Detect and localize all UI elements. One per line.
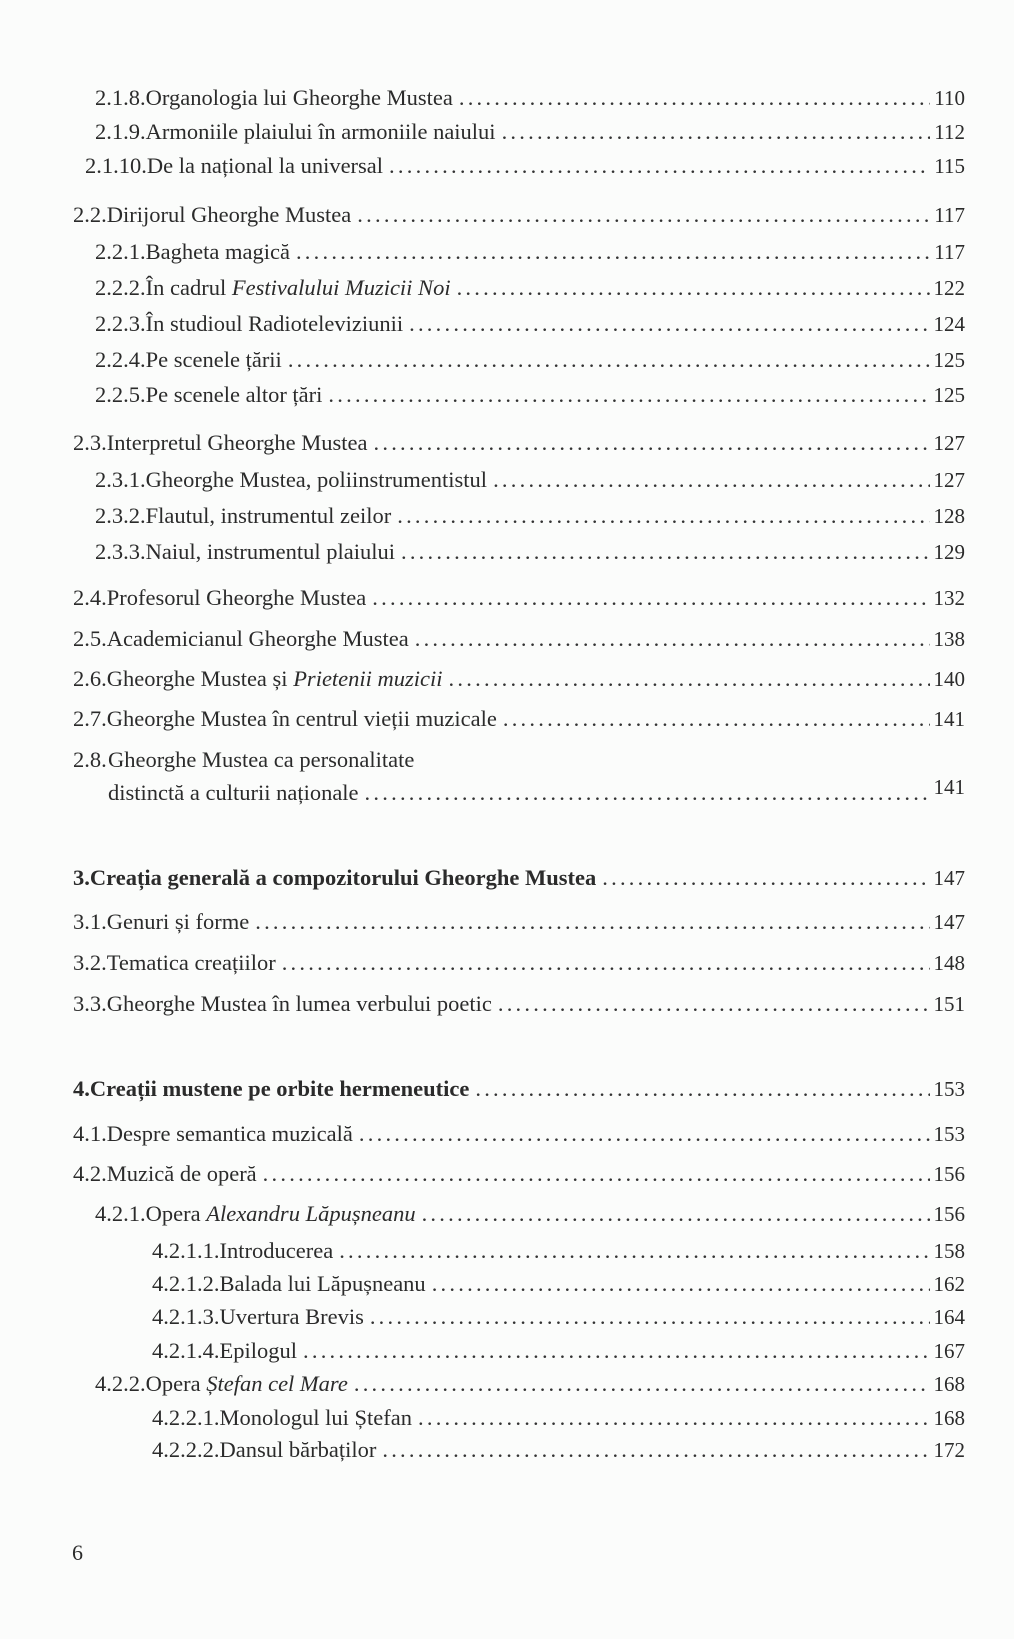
dot-leader xyxy=(457,274,930,302)
entry-page: 147 xyxy=(933,866,965,890)
entry-number: 2.3.2. xyxy=(95,503,146,528)
entry-title: Gheorghe Mustea în centrul vieții muzicale xyxy=(106,706,497,731)
entry-page: 168 xyxy=(933,1372,965,1396)
dot-leader xyxy=(459,84,930,112)
entry-title: Pe scenele altor țări xyxy=(145,382,323,407)
toc-entry xyxy=(73,746,965,774)
entry-number: 4.2. xyxy=(73,1161,107,1186)
toc-entry[interactable] xyxy=(73,949,965,977)
entry-page: 138 xyxy=(933,627,965,651)
entry-title: Creația generală a compozitorului Gheorghe Mustea xyxy=(89,865,597,890)
entry-title: Balada lui Lăpușneanu xyxy=(219,1271,426,1296)
entry-title: Gheorghe Mustea în lumea verbului poetic xyxy=(106,991,492,1016)
dot-leader xyxy=(370,1303,930,1331)
dot-leader xyxy=(372,584,929,612)
toc-entry[interactable] xyxy=(73,1160,965,1188)
toc-entry[interactable] xyxy=(73,908,965,936)
dot-leader xyxy=(397,502,929,530)
dot-leader xyxy=(374,429,930,457)
entry-page: 117 xyxy=(934,203,965,227)
entry-title xyxy=(146,274,451,302)
entry-number: 2.2.2. xyxy=(95,275,146,300)
entry-page: 164 xyxy=(933,1305,965,1329)
entry-page: 153 xyxy=(933,1122,965,1146)
dot-leader xyxy=(296,238,930,266)
entry-page: 124 xyxy=(933,312,965,336)
dot-leader xyxy=(432,1270,930,1298)
entry-number: 4.2.1.4. xyxy=(152,1338,220,1363)
toc-entry[interactable] xyxy=(73,584,965,612)
entry-title: Organologia lui Gheorghe Mustea xyxy=(145,85,453,110)
entry-number: 4. xyxy=(73,1076,90,1101)
entry-number: 4.2.2. xyxy=(95,1371,146,1396)
toc-entry[interactable] xyxy=(73,201,965,229)
dot-leader xyxy=(389,152,930,180)
toc-entry[interactable] xyxy=(85,152,965,180)
entry-number: 4.2.1.2. xyxy=(152,1271,220,1296)
entry-title: Uvertura Brevis xyxy=(219,1304,364,1329)
dot-leader xyxy=(328,381,929,409)
entry-page: 125 xyxy=(933,383,965,407)
entry-number: 4.2.1.1. xyxy=(152,1238,220,1263)
toc-entry[interactable] xyxy=(73,705,965,733)
entry-title: În studioul Radioteleviziunii xyxy=(145,311,404,336)
toc-entry[interactable] xyxy=(95,118,965,146)
entry-number: 2.2.3. xyxy=(95,311,146,336)
entry-title-text: În cadrul xyxy=(145,275,232,300)
entry-page: 125 xyxy=(933,348,965,372)
entry-title-italic: Ștefan cel Mare xyxy=(206,1371,348,1396)
toc-entry[interactable] xyxy=(152,1404,965,1432)
entry-page: 168 xyxy=(933,1406,965,1430)
dot-leader xyxy=(449,665,930,693)
entry-title: Gheorghe Mustea, poliinstrumentistul xyxy=(145,467,488,492)
entry-page: 112 xyxy=(934,120,965,144)
toc-entry[interactable] xyxy=(95,346,965,374)
entry-title-text: Opera xyxy=(145,1371,207,1396)
entry-title: Creații mustene pe orbite hermeneutice xyxy=(89,1076,470,1101)
entry-number: 2.6. xyxy=(73,666,107,691)
entry-number: 4.2.2.2. xyxy=(152,1437,220,1462)
toc-entry[interactable] xyxy=(73,990,965,1018)
entry-number: 2.4. xyxy=(73,585,107,610)
entry-page: 167 xyxy=(933,1339,965,1363)
toc-entry[interactable] xyxy=(95,538,965,566)
entry-number: 2.5. xyxy=(73,626,107,651)
toc-entry[interactable] xyxy=(152,1237,965,1265)
entry-number: 3.2. xyxy=(73,950,107,975)
entry-page: 128 xyxy=(933,504,965,528)
entry-title: Monologul lui Ștefan xyxy=(219,1405,412,1430)
dot-leader xyxy=(282,949,930,977)
page-number: 6 xyxy=(72,1540,83,1565)
entry-number: 2.2. xyxy=(73,202,107,227)
toc-entry[interactable] xyxy=(152,1337,965,1365)
toc-entry[interactable] xyxy=(73,1120,965,1148)
dot-leader xyxy=(502,118,931,146)
entry-title: De la național la universal xyxy=(146,153,384,178)
entry-page: 148 xyxy=(933,951,965,975)
entry-page: 158 xyxy=(933,1239,965,1263)
entry-page: 147 xyxy=(933,910,965,934)
entry-title: Naiul, instrumentul plaiului xyxy=(145,539,395,564)
entry-page: 122 xyxy=(933,276,965,300)
dot-leader xyxy=(339,1237,929,1265)
entry-number: 2.2.1. xyxy=(95,239,146,264)
dot-leader xyxy=(498,990,930,1018)
entry-number: 2.1.9. xyxy=(95,119,146,144)
entry-number: 2.7. xyxy=(73,706,107,731)
entry-number: 3.3. xyxy=(73,991,107,1016)
entry-title xyxy=(146,1200,416,1228)
dot-leader xyxy=(602,864,929,892)
dot-leader xyxy=(493,466,929,494)
dot-leader xyxy=(401,538,930,566)
toc-entry[interactable] xyxy=(152,1303,965,1331)
toc-entry[interactable] xyxy=(95,466,965,494)
entry-number: 2.3. xyxy=(73,430,107,455)
dot-leader xyxy=(365,779,930,807)
entry-title: Epilogul xyxy=(219,1338,297,1363)
dot-leader xyxy=(288,346,930,374)
entry-number: 4.2.1. xyxy=(95,1201,146,1226)
entry-page: 140 xyxy=(933,667,965,691)
toc-entry[interactable] xyxy=(152,1436,965,1464)
entry-title xyxy=(107,665,443,693)
dot-leader xyxy=(357,201,930,229)
entry-title: Interpretul Gheorghe Mustea xyxy=(106,430,368,455)
entry-number: 2.1.8. xyxy=(95,85,146,110)
entry-number: 2.3.3. xyxy=(95,539,146,564)
entry-title: Armoniile plaiului în armoniile naiului xyxy=(145,119,496,144)
dot-leader xyxy=(415,625,930,653)
entry-title-italic: Alexandru Lăpușneanu xyxy=(206,1201,416,1226)
entry-number: 3. xyxy=(73,865,90,890)
toc-entry[interactable] xyxy=(95,84,965,112)
entry-title-line2: distinctă a culturii naționale xyxy=(108,780,359,805)
entry-title: Genuri și forme xyxy=(106,909,250,934)
entry-title: Pe scenele țării xyxy=(145,347,282,372)
entry-page: 172 xyxy=(933,1438,965,1462)
toc-entry[interactable] xyxy=(95,238,965,266)
entry-number: 2.2.4. xyxy=(95,347,146,372)
toc-chapter[interactable] xyxy=(73,1075,965,1103)
entry-page: 141 xyxy=(933,775,965,799)
toc-entry[interactable] xyxy=(95,381,965,409)
dot-leader xyxy=(475,1075,929,1103)
entry-title-text: Opera xyxy=(145,1201,207,1226)
toc-entry[interactable] xyxy=(95,310,965,338)
toc-chapter[interactable] xyxy=(73,864,965,892)
entry-page: 151 xyxy=(933,992,965,1016)
dot-leader xyxy=(354,1370,930,1398)
entry-number: 2.2.5. xyxy=(95,382,146,407)
entry-number: 2.8. xyxy=(73,747,107,772)
toc-entry[interactable] xyxy=(152,1270,965,1298)
toc-entry[interactable] xyxy=(73,429,965,457)
entry-title: Bagheta magică xyxy=(145,239,290,264)
entry-page: 110 xyxy=(934,86,965,110)
dot-leader xyxy=(359,1120,930,1148)
entry-title: Introducerea xyxy=(219,1238,334,1263)
entry-title: Profesorul Gheorghe Mustea xyxy=(106,585,367,610)
entry-title: Despre semantica muzicală xyxy=(106,1121,353,1146)
entry-title: Tematica creațiilor xyxy=(106,950,276,975)
entry-page: 115 xyxy=(934,154,965,178)
entry-page: 127 xyxy=(933,431,965,455)
entry-number: 4.1. xyxy=(73,1121,107,1146)
toc-entry[interactable] xyxy=(73,625,965,653)
entry-number: 3.1. xyxy=(73,909,107,934)
entry-title: Dansul bărbaților xyxy=(219,1437,377,1462)
entry-page: 132 xyxy=(933,586,965,610)
entry-page: 156 xyxy=(933,1162,965,1186)
dot-leader xyxy=(503,705,930,733)
entry-page: 156 xyxy=(933,1202,965,1226)
dot-leader xyxy=(418,1404,930,1432)
entry-number: 2.1.10. xyxy=(85,153,147,178)
entry-title: Dirijorul Gheorghe Mustea xyxy=(106,202,352,227)
entry-title xyxy=(146,1370,348,1398)
dot-leader xyxy=(409,310,929,338)
toc-entry[interactable] xyxy=(95,1370,965,1398)
entry-page: 127 xyxy=(933,468,965,492)
entry-number: 4.2.1.3. xyxy=(152,1304,220,1329)
entry-page: 162 xyxy=(933,1272,965,1296)
entry-page: 153 xyxy=(933,1077,965,1101)
entry-title-italic: Prietenii muzicii xyxy=(293,666,443,691)
toc-entry[interactable] xyxy=(95,1200,965,1228)
toc-entry[interactable] xyxy=(95,502,965,530)
toc-entry[interactable] xyxy=(95,274,965,302)
entry-title: Muzică de operă xyxy=(106,1161,257,1186)
dot-leader xyxy=(255,908,929,936)
dot-leader xyxy=(382,1436,929,1464)
entry-page: 141 xyxy=(933,707,965,731)
toc-entry[interactable] xyxy=(73,665,965,693)
entry-number: 4.2.2.1. xyxy=(152,1405,220,1430)
entry-title-text: Gheorghe Mustea și xyxy=(106,666,294,691)
entry-title: Gheorghe Mustea ca personalitate xyxy=(108,747,415,772)
dot-leader xyxy=(303,1337,930,1365)
entry-page: 129 xyxy=(933,540,965,564)
dot-leader xyxy=(422,1200,930,1228)
dot-leader xyxy=(263,1160,930,1188)
entry-title: Academicianul Gheorghe Mustea xyxy=(106,626,409,651)
entry-title: Flautul, instrumentul zeilor xyxy=(145,503,392,528)
entry-page: 117 xyxy=(934,240,965,264)
entry-title-italic: Festivalului Muzicii Noi xyxy=(231,275,451,300)
toc-entry-continuation[interactable] xyxy=(108,775,965,807)
entry-number: 2.3.1. xyxy=(95,467,146,492)
